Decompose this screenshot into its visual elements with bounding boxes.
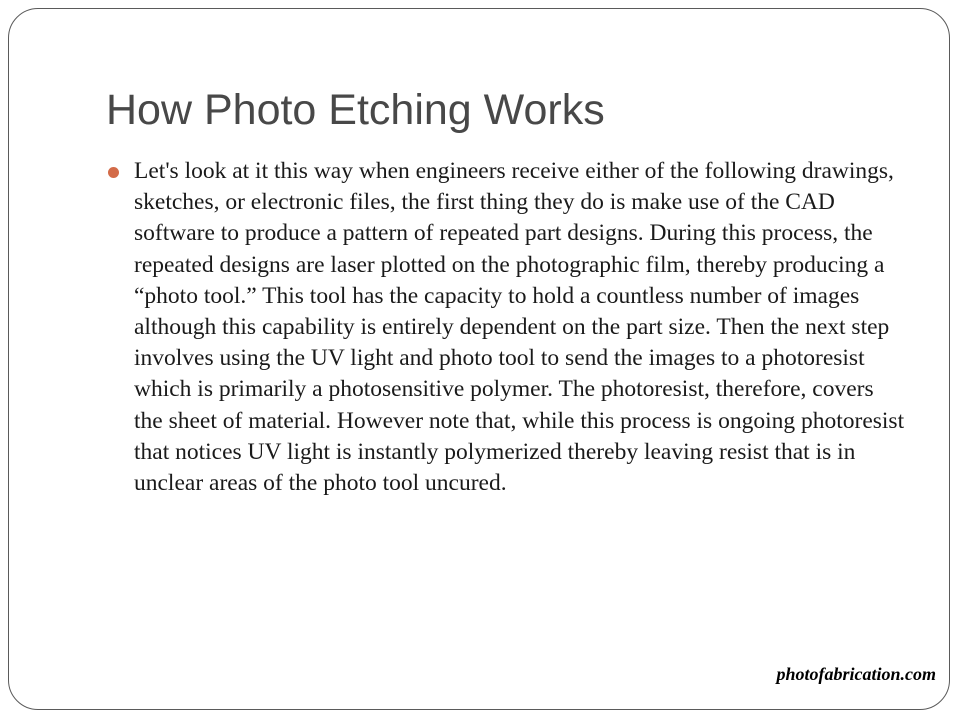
bullet-list [106, 156, 906, 499]
bullet-text: Let's look at it this way when engineers receive either of the following drawings, sketches, or electronic files, the first thing they do is make use of the CAD software to produce a pattern of repeated part designs. During this process, the repeated designs are laser plotted on the photographic film, thereby producing a “photo tool.” This tool has the capacity to hold a countless number of images although this capability is entirely dependent on the part size. Then the next step involves using the UV light and photo tool to send the images to a photoresist which is primarily a photosensitive polymer. The photoresist, therefore, covers the sheet of material. However note that, while this process is ongoing photoresist that notices UV light is instantly polymerized thereby leaving resist that is in unclear areas of the photo tool uncured. [134, 158, 905, 497]
bullet-dot-icon [108, 167, 119, 178]
slide-title: How Photo Etching Works [106, 86, 605, 134]
bullet-item [106, 156, 906, 499]
source-credit: photofabrication.com [776, 664, 936, 684]
